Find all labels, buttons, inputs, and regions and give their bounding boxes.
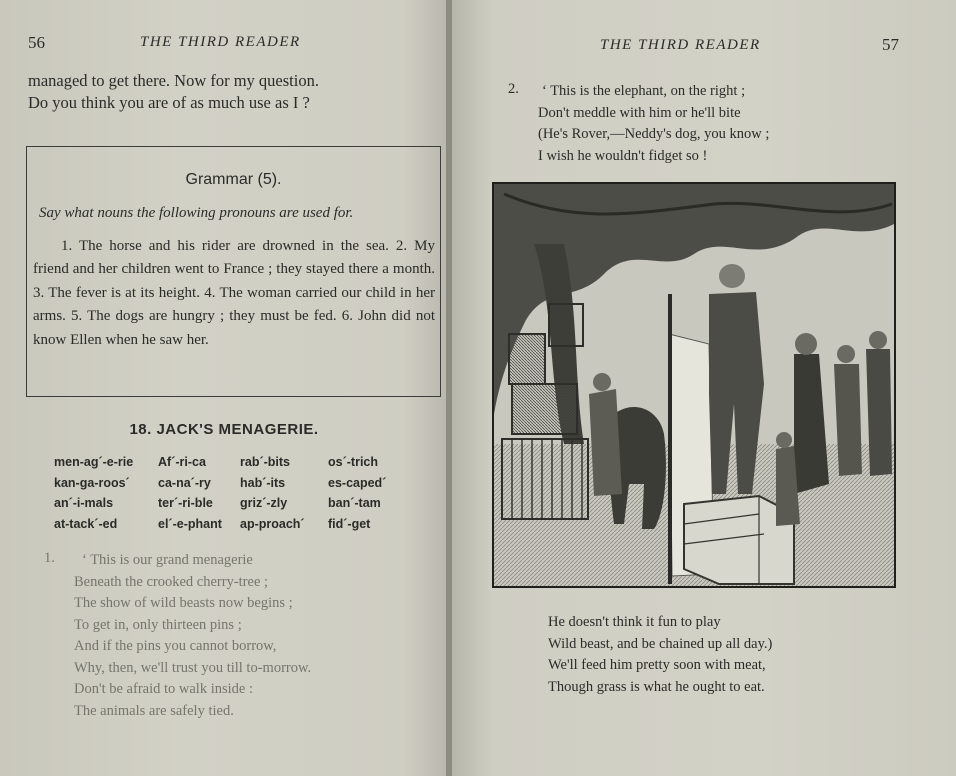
page-number-right: 57: [882, 35, 899, 54]
poem-line: He doesn't think it fun to play: [548, 614, 721, 630]
curtain-pole: [668, 294, 672, 584]
spelling-word: ban´-tam: [328, 496, 381, 510]
poem-stanza-1: [74, 550, 311, 722]
spelling-word: rab´-bits: [240, 455, 290, 469]
spelling-word: ca-na´-ry: [158, 475, 211, 490]
grammar-exercise-box: [26, 146, 441, 397]
stanza-number: 1.: [44, 550, 55, 566]
spelling-word: kan-ga-roos´: [54, 475, 130, 490]
spelling-column: [240, 455, 305, 537]
standing-boy-head: [719, 264, 745, 288]
spelling-word: hab´-its: [240, 475, 286, 490]
left-page: [0, 0, 448, 776]
grammar-title: Grammar (5).: [185, 171, 282, 188]
poem-line: Don't meddle with him or he'll bite: [538, 104, 741, 121]
spelling-column: [158, 455, 222, 537]
prose-line: managed to get there. Now for my question.: [28, 71, 319, 90]
spelling-word: at-tack´-ed: [54, 516, 118, 531]
continued-prose: [28, 70, 446, 114]
page-number-left: 56: [28, 33, 45, 52]
spelling-word: an´-i-mals: [54, 496, 114, 510]
running-head-left: THE THIRD READER: [140, 34, 301, 50]
spelling-word: fid´-get: [328, 516, 371, 531]
spelling-word: men-ag´-e-rie: [54, 455, 134, 469]
spelling-word: griz´-zly: [240, 496, 288, 510]
spelling-word: el´-e-phant: [158, 516, 222, 531]
boy-right-2: [866, 349, 892, 476]
spelling-word: ap-proach´: [240, 516, 305, 531]
crate-cage: [509, 334, 545, 384]
spelling-column: [54, 455, 133, 537]
rabbit-cage: [512, 384, 577, 434]
poem-line: Wild beast, and be chained up all day.): [548, 635, 773, 652]
poem-stanza-2: [538, 81, 769, 167]
running-head-right: THE THIRD READER: [600, 37, 761, 53]
poem-line: ‘ This is our grand menagerie: [82, 552, 253, 568]
poem-line: Don't be afraid to walk inside :: [74, 681, 253, 697]
poem-line: ‘ This is the elephant, on the right ;: [542, 83, 746, 99]
poem-line: The show of wild beasts now begins ;: [74, 595, 293, 611]
grammar-sentences: 1. The horse and his rider are drowned in the sea. 2. My friend and her children went to France ; they stayed there a month. 3. The fever is at its height. 4. The woman carried our child in her arms. 5. The dogs are hungry ; they must be fed. 6. John did not know Ellen when he saw her.: [33, 238, 435, 348]
poem-line: (He's Rover,—Neddy's dog, you know ;: [538, 126, 770, 142]
poem-line: I wish he wouldn't fidget so !: [538, 147, 708, 164]
poem-line: Why, then, we'll trust you till to-morrow.: [74, 659, 312, 676]
menagerie-illustration: [492, 182, 896, 588]
spelling-word: es-caped´: [328, 475, 387, 490]
stanza-number: 2.: [508, 81, 519, 97]
spelling-word: ter´-ri-ble: [158, 496, 213, 510]
grammar-instruction: Say what nouns the following pronouns are used for.: [39, 205, 354, 221]
prose-line: Do you think you are of as much use as I ?: [28, 93, 310, 112]
poem-line: Beneath the crooked cherry-tree ;: [74, 573, 269, 590]
poem-line: To get in, only thirteen pins ;: [74, 616, 242, 633]
poem-line: And if the pins you cannot borrow,: [74, 638, 277, 654]
spelling-column: [328, 455, 386, 537]
spelling-word: os´-trich: [328, 455, 378, 469]
spelling-word: Af´-ri-ca: [158, 455, 206, 469]
lesson-title: 18. JACK'S MENAGERIE.: [129, 421, 319, 438]
poem-line: Though grass is what he ought to eat.: [548, 678, 765, 695]
poem-stanza-2-continued: [548, 612, 772, 698]
poem-line: The animals are safely tied.: [74, 702, 234, 719]
poem-line: We'll feed him pretty soon with meat,: [548, 657, 766, 673]
